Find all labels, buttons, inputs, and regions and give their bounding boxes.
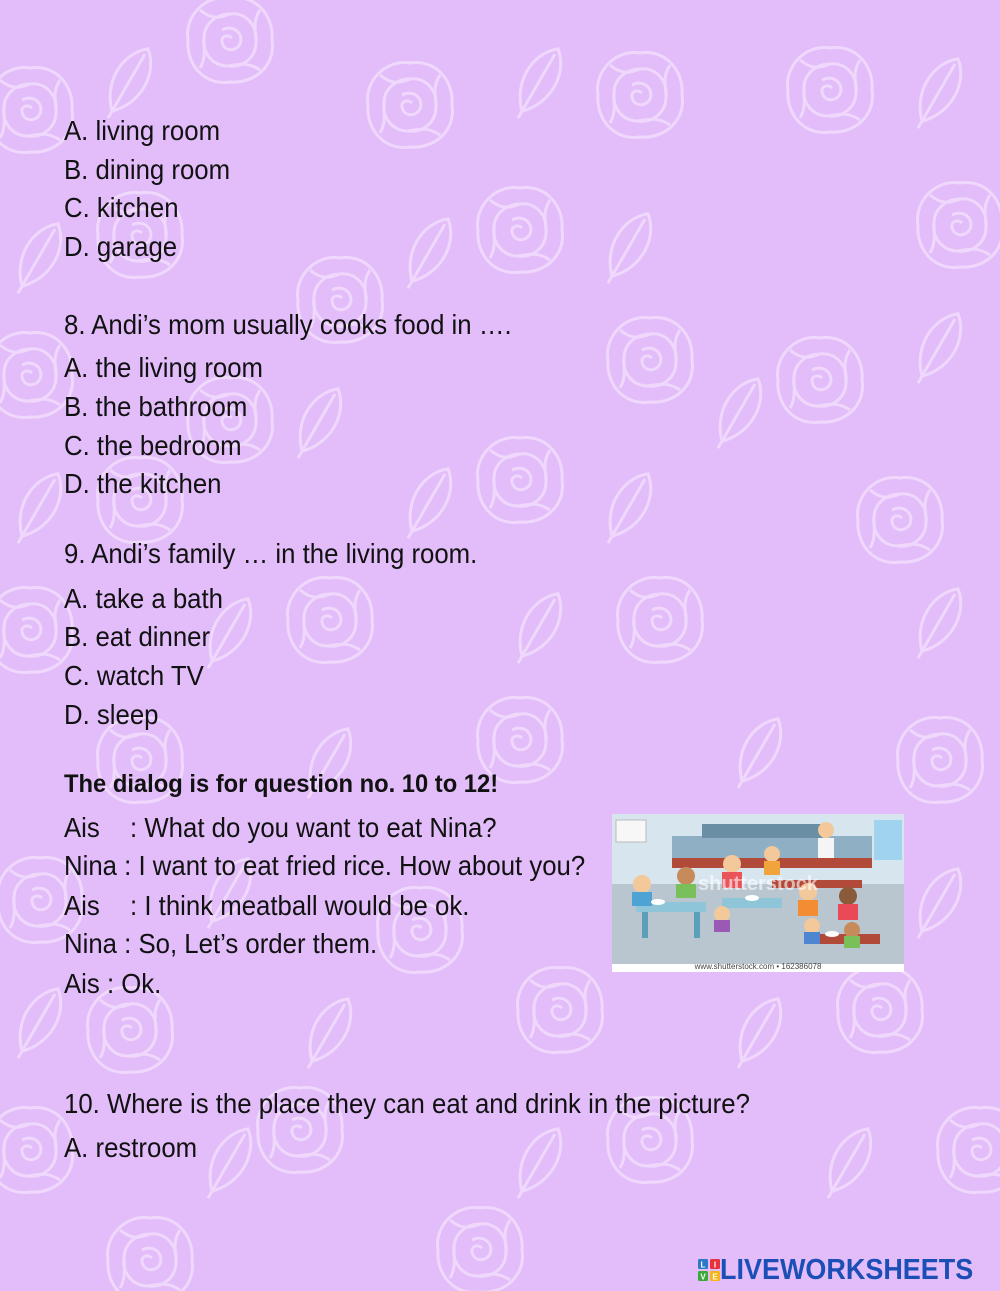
q7-option-b[interactable]: B. dining room	[64, 154, 231, 185]
dialog-speaker: Nina	[64, 850, 117, 881]
dialog-separator: :	[99, 968, 122, 999]
dialog-text: What do you want to eat Nina?	[144, 812, 497, 843]
logo-letter: V	[700, 1272, 706, 1281]
dialog-heading: The dialog is for question no. 10 to 12!	[64, 770, 499, 798]
q8-option-d[interactable]: D. the kitchen	[64, 468, 222, 499]
q8-option-a[interactable]: A. the living room	[64, 352, 264, 383]
logo-letter: I	[713, 1260, 717, 1270]
liveworksheets-wordmark: LIVEWORKSHEETS	[720, 1253, 974, 1286]
dialog-line	[64, 927, 377, 961]
q9-option-b[interactable]: B. eat dinner	[64, 621, 211, 652]
dialog-speaker: Nina	[64, 928, 117, 959]
q7-option-c[interactable]: C. kitchen	[64, 192, 179, 223]
dialog-speaker: Ais	[64, 968, 100, 999]
dialog-line	[64, 889, 469, 923]
dialog-separator: :	[116, 928, 139, 959]
q10-option-a[interactable]: A. restroom	[64, 1132, 198, 1163]
q9-option-d[interactable]: D. sleep	[64, 699, 159, 730]
logo-letter: E	[712, 1272, 718, 1281]
dialog-separator: :	[122, 812, 145, 843]
canteen-scene-image	[612, 814, 904, 972]
q7-option-d[interactable]: D. garage	[64, 231, 178, 262]
liveworksheets-logo[interactable]	[698, 1253, 992, 1287]
q8-option-c[interactable]: C. the bedroom	[64, 430, 242, 461]
q7-option-a[interactable]: A. living room	[64, 115, 221, 146]
q10-question: 10. Where is the place they can eat and drink in the picture?	[64, 1088, 750, 1119]
liveworksheets-logo-icon	[698, 1259, 720, 1281]
dialog-text: I think meatball would be ok.	[144, 890, 470, 921]
picture-caption: www.shutterstock.com • 162386078	[694, 962, 822, 971]
dialog-text: I want to eat fried rice. How about you?	[138, 850, 586, 881]
dialog-text: Ok.	[121, 968, 162, 999]
q9-option-a[interactable]: A. take a bath	[64, 583, 223, 614]
picture-watermark: shutterstock	[697, 873, 819, 895]
logo-letter: L	[700, 1260, 706, 1270]
q9-question: 9. Andi’s family … in the living room.	[64, 538, 478, 569]
q8-question: 8. Andi’s mom usually cooks food in ….	[64, 309, 512, 340]
q9-option-c[interactable]: C. watch TV	[64, 660, 204, 691]
canteen-illustration	[612, 814, 904, 972]
dialog-separator: :	[122, 890, 145, 921]
dialog-separator: :	[116, 850, 139, 881]
dialog-text: So, Let’s order them.	[138, 928, 378, 959]
q8-option-b[interactable]: B. the bathroom	[64, 391, 248, 422]
dialog-speaker: Ais	[64, 890, 100, 921]
dialog-line	[64, 849, 585, 883]
dialog-line	[64, 967, 161, 1001]
dialog-speaker: Ais	[64, 812, 100, 843]
dialog-line	[64, 811, 497, 845]
